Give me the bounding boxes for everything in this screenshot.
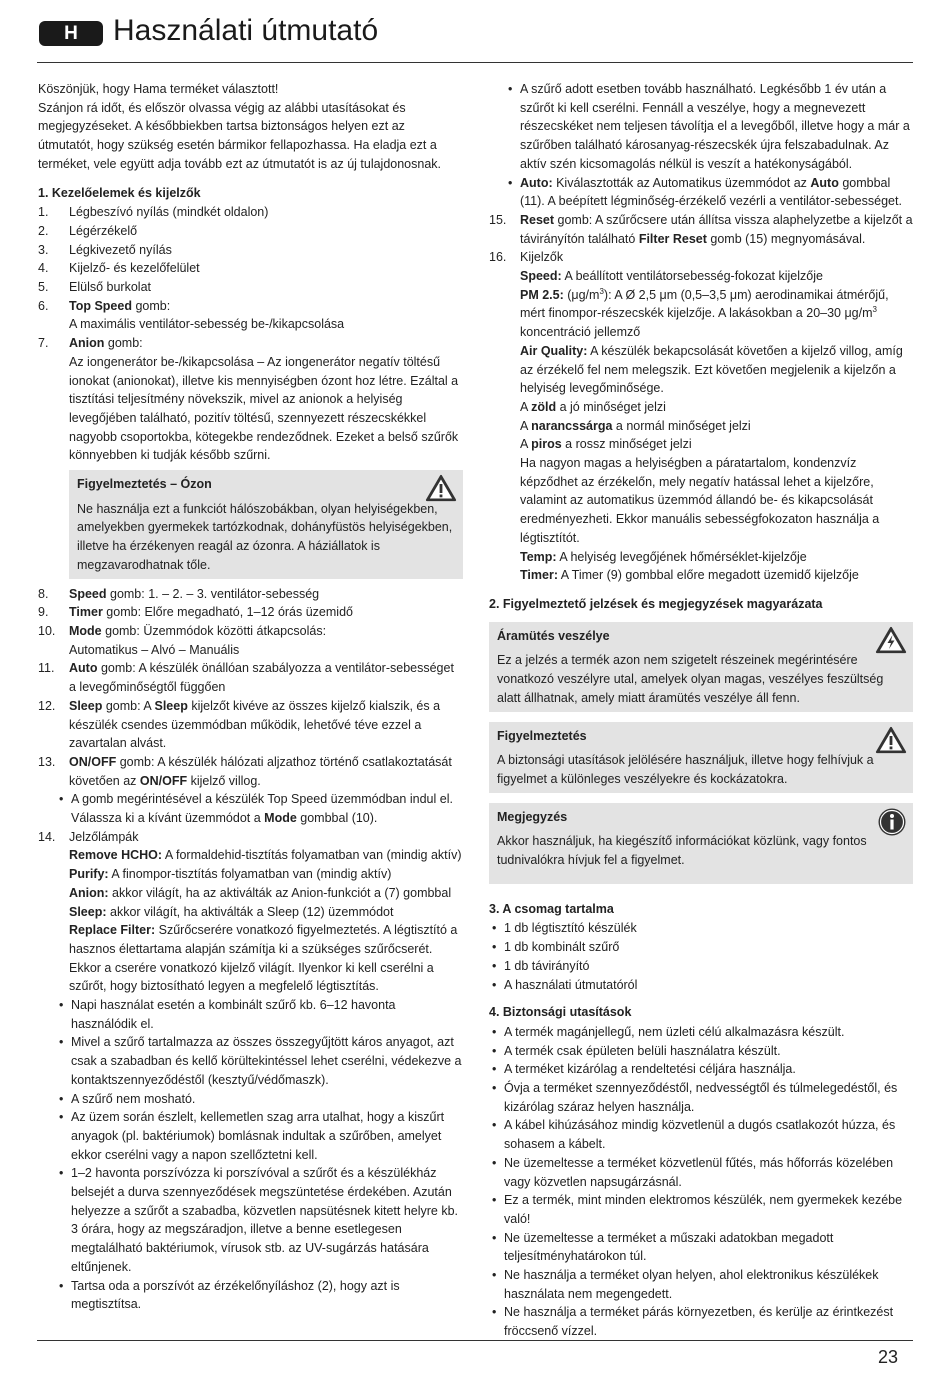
indicator-description: Purify: A finompor-tisztítás folyamatban van (mindig aktív) — [69, 867, 392, 882]
bullet-item: • Ne üzemeltesse a terméket közvetlenül fűtés, más hőforrás közelében vagy közvetlen napsugárzásnál. — [489, 1154, 913, 1191]
bullet-item: • Az üzem során észlelt, kellemetlen szag arra utalhat, hogy a kiszűrt anyagok (pl. baktériumok) bomlásnak indultak a szűrőben, amelyet ekkor cserélni vagy a napon szellőztetni kell. — [56, 1108, 463, 1164]
display-description: Ha nagyon magas a helyiségben a páratartalom, kondenzvíz képződhet az érzékelőn, mely negatív hatással lehet a kijelzőre, valamint az automatikus üzemmód állandó be- és kikapcsolását eredményezheti. Ekkor manuális sebességfokozaton használja a légtisztítót. — [520, 456, 880, 545]
warning-box — [489, 722, 913, 793]
display-description: Speed: A beállított ventilátorsebesség-fokozat kijelzője — [520, 269, 823, 284]
bullet-item: • Óvja a terméket szennyeződéstől, nedvességtől és túlmelegedéstől, és kizárólag száraz helyen használja. — [489, 1079, 913, 1116]
bullet-item: • A gomb megérintésével a készülék Top Speed üzemmódban indul el. Válassza ki a kívánt üzemmódot a Mode gombbal (10). — [56, 790, 463, 827]
box-text: A biztonsági utasítások jelölésére használjuk, illetve hogy felhívjuk a figyelmet a különleges veszélyekre és kockázatokra. — [497, 753, 874, 786]
bullet-item: • 1 db kombinált szűrő — [489, 938, 913, 957]
info-icon — [877, 807, 907, 843]
intro-text: Köszönjük, hogy Hama terméket választott! Szánjon rá időt, és először olvassa végig az alábbi utasításokat és megjegyzéseket. A későbbiekben tartsa biztonságos helyen ezt az útmutatót, hogy szükség esetén bármikor fellapozhassa. Ha eladja ezt a terméket, vele együtt adja tovább ezt az útmutatót is az új tulajdonosnak. — [38, 82, 442, 171]
box-title: Figyelmeztetés — [497, 728, 587, 743]
section-2-title: 2. Figyelmeztető jelzések és megjegyzések magyarázata — [489, 596, 823, 611]
list-item: 11. Auto gomb: A készülék önállóan szabályozza a ventilátor-sebességet a levegőminőségtől függően — [38, 661, 454, 695]
footer-divider — [37, 1340, 913, 1341]
box-text: Ez a jelzés a termék azon nem szigetelt részeinek megérintésére vonatkozó veszélyre utal, amelyek olyan magas, veszélyes feszültség alatt állhatnak, amely miatt áramütés veszélye áll fenn. — [497, 653, 884, 705]
box-title: Megjegyzés — [497, 809, 568, 824]
section-3-title: 3. A csomag tartalma — [489, 901, 614, 916]
bullet-item: • 1–2 havonta porszívózza ki porszívóval a szűrőt és a készülékház belsejét a durva szennyeződések megszüntetése érdekében. Azután helyezze a szűrőt a szabadba, közvetlen napsütésnek kitett helyre kb. 3 órára, hogy az megszáradjon, illetve a benne esetlegesen megtalálható baktériumok, vírusok stb. az UV-sugárzás hatására eltűnjenek. — [56, 1164, 463, 1276]
indicator-description: Remove HCHO: A formaldehid-tisztítás folyamatban van (mindig aktív) — [69, 848, 462, 863]
list-item: 5. Elülső burkolat — [38, 280, 151, 295]
indicator-description: Anion: akkor világít, ha az aktiválták az Anion-funkciót a (7) gombbal — [69, 885, 452, 900]
display-description: Timer: A Timer (9) gombbal előre megadott üzemidő kijelzője — [520, 568, 859, 583]
bullet-item: • A használati útmutatóról — [489, 976, 913, 995]
display-description: A narancssárga a normál minőséget jelzi — [520, 418, 751, 433]
list-item: 2. Légérzékelő — [38, 223, 138, 238]
list-item: 12. Sleep gomb: A Sleep kijelzőt kivéve az összes kijelző kialszik, és a készülék csendes üzemmódban működik, lehetővé téve ezzel a zavartalan alvást. — [38, 698, 441, 751]
indicator-description: Sleep: akkor világít, ha aktiválták a Sleep (12) üzemmódot — [69, 904, 394, 919]
bullet-item: • A kábel kihúzásához mindig közvetlenül a dugós csatlakozót húzza, és sohasem a kábelt. — [489, 1116, 913, 1153]
warning-text: Ne használja ezt a funkciót hálószobákban, olyan helyiségekben, amelyekben gyermekek tartózkodnak, dohányfüstös helyiségekben, illetve ha érzékenyen reagál az ózonra. A háziállatok is megzavarodhatnak tőle. — [77, 501, 453, 572]
bullet-item: • A terméket kizárólag a rendeltetési céljára használja. — [489, 1060, 913, 1079]
electric-shock-box — [489, 622, 913, 712]
right-column — [489, 80, 913, 1341]
bullet-item: • Ne használja a terméket olyan helyen, ahol elektronikus készülékek használata nem megengedett. — [489, 1266, 913, 1303]
display-description: A zöld a jó minőséget jelzi — [520, 399, 666, 414]
page-number: 23 — [877, 1347, 898, 1367]
list-item: 15. Reset gomb: A szűrőcsere után állítsa vissza alaphelyzetbe a kijelzőt a távirányítón található Filter Reset gomb (15) megnyomásával. — [489, 212, 913, 246]
display-description: Temp: A helyiség levegőjének hőmérséklet-kijelzője — [520, 549, 807, 564]
display-description: A piros a rossz minőséget jelzi — [520, 437, 692, 452]
bullet-item: • Tartsa oda a porszívót az érzékelőnyíláshoz (2), hogy azt is megtisztítsa. — [56, 1277, 463, 1314]
warning-triangle-icon — [425, 474, 457, 508]
bullet-item: • Ez a termék, mint minden elektromos készülék, nem gyermekek kezébe való! — [489, 1191, 913, 1228]
list-item: 3. Légkivezető nyílás — [38, 242, 172, 257]
bullet-item: • Napi használat esetén a kombinált szűrő kb. 6–12 havonta használódik el. — [56, 996, 463, 1033]
list-item: 8. Speed gomb: 1. – 2. – 3. ventilátor-sebesség — [38, 586, 320, 601]
language-badge: H — [39, 21, 103, 46]
list-item: 10. Mode gomb: Üzemmódok közötti átkapcsolás: Automatikus – Alvó – Manuális — [38, 623, 327, 657]
bullet-item: • A szűrő adott esetben tovább használható. Legkésőbb 1 év után a szűrőt ki kell cserélni. Fennáll a veszélye, hogy a megnevezett részecskéket nem teljesen távolítja el a levegőből, illetve hogy a már a szűrőben található károsanyag-részecskék újra felszabadulnak. Az aktív szén kicsomagolás nélkül is veszít a hatékonyságából. — [505, 80, 913, 174]
list-item: 6. Top Speed gomb: A maximális ventilátor-sebesség be-/kikapcsolása — [38, 298, 345, 332]
bullet-item: • 1 db légtisztító készülék — [489, 919, 913, 938]
bullet-item: • Mivel a szűrő tartalmazza az összes összegyűjtött káros anyagot, azt csak a szabadban és kellő körültekintéssel lehet cserélni, védekezve a kontaktszennyeződéstől (kesztyű/védőmaszk). — [56, 1033, 463, 1089]
page-header — [37, 8, 913, 63]
electric-shock-icon — [875, 626, 907, 660]
list-item: 9. Timer gomb: Előre megadható, 1–12 órás üzemidő — [38, 605, 353, 620]
note-box — [489, 803, 913, 884]
bullet-item: • A termék magánjellegű, nem üzleti célú alkalmazásra készült. — [489, 1023, 913, 1042]
box-text: Akkor használjuk, ha kiegészítő információkat közlünk, vagy fontos tudnivalókra hívjuk fel a figyelmet. — [497, 834, 867, 868]
bullet-item: • A termék csak épületen belüli használatra készült. — [489, 1042, 913, 1061]
display-description: PM 2.5: $(\mu g/m^3)$: A Ø 2,5 μm (0,5–3,5 μm) aerodinamikai átmérőjű, mért finompor-részecskék kijelzője. A lakásokban a 20–30 $\mu g/m^3$ koncentráció jellemző — [520, 286, 889, 340]
list-item: 16. Kijelzők — [489, 250, 564, 265]
box-title: Áramütés veszélye — [497, 628, 610, 643]
list-item: 7. Anion gomb: Az iongenerátor be-/kikapcsolása – Az iongenerátor negatív töltésű ionokat (anionokat), illetve kis mennyiségben ózont hoz létre. Ezáltal a tisztítási teljesítmény növekszik, mivel az anionok a helyiség levegőjében található, pozitív töltésű, szennyezett részecskékkel nagyobb csoportokba, kötegekbe rendeződnek. Ezeket a belső szűrők könnyebben ki tudják később szűrni. — [38, 336, 459, 463]
indicator-description: Replace Filter: Szűrőcserére vonatkozó figyelmeztetés. A légtisztító a hasznos élettartama alapján számítja ki a szükséges szűrőcserét. Ekkor a cserére vonatkozó kijelző világít. Ilyenkor ki kell cserélni a szűrőt, hogy biztosítható legyen a megfelelő légtisztítás. — [69, 923, 458, 994]
warning-triangle-icon — [875, 726, 907, 760]
display-description: Air Quality: A készülék bekapcsolását követően a kijelző villog, amíg az érzékelő fel nem melegszik. Ezt követően megjelenik a kijelzőn a helyiség levegőminősége. — [520, 343, 903, 396]
bullet-item: • A szűrő nem mosható. — [56, 1090, 463, 1109]
page-title: Használati útmutató — [113, 14, 379, 47]
list-item: 1. Légbeszívó nyílás (mindkét oldalon) — [38, 205, 269, 220]
bullet-item: • Auto: Kiválasztották az Automatikus üzemmódot az Auto gombbal (11). A beépített légminőség-érzékelő vezérli a ventilátor-sebességet. — [505, 174, 913, 211]
bullet-item: • Ne használja a terméket párás környezetben, és kerülje az érintkezést fröccsenő vízzel. — [489, 1303, 913, 1340]
section-1-title: 1. Kezelőelemek és kijelzők — [38, 185, 201, 200]
list-item: 13. ON/OFF gomb: A készülék hálózati aljzathoz történő csatlakoztatását követően az ON/OFF kijelző villog. — [38, 754, 452, 788]
warning-title: Figyelmeztetés – Ózon — [77, 477, 212, 492]
bullet-item: • Ne üzemeltesse a terméket a műszaki adatokban megadott teljesítményhatárokon túl. — [489, 1229, 913, 1266]
bullet-item: • 1 db távirányító — [489, 957, 913, 976]
list-item: 4. Kijelző- és kezelőfelület — [38, 261, 200, 276]
ozone-warning-box — [69, 470, 463, 579]
left-column — [38, 80, 463, 1314]
list-item: 14. Jelzőlámpák — [38, 829, 139, 844]
section-4-title: 4. Biztonsági utasítások — [489, 1005, 632, 1020]
